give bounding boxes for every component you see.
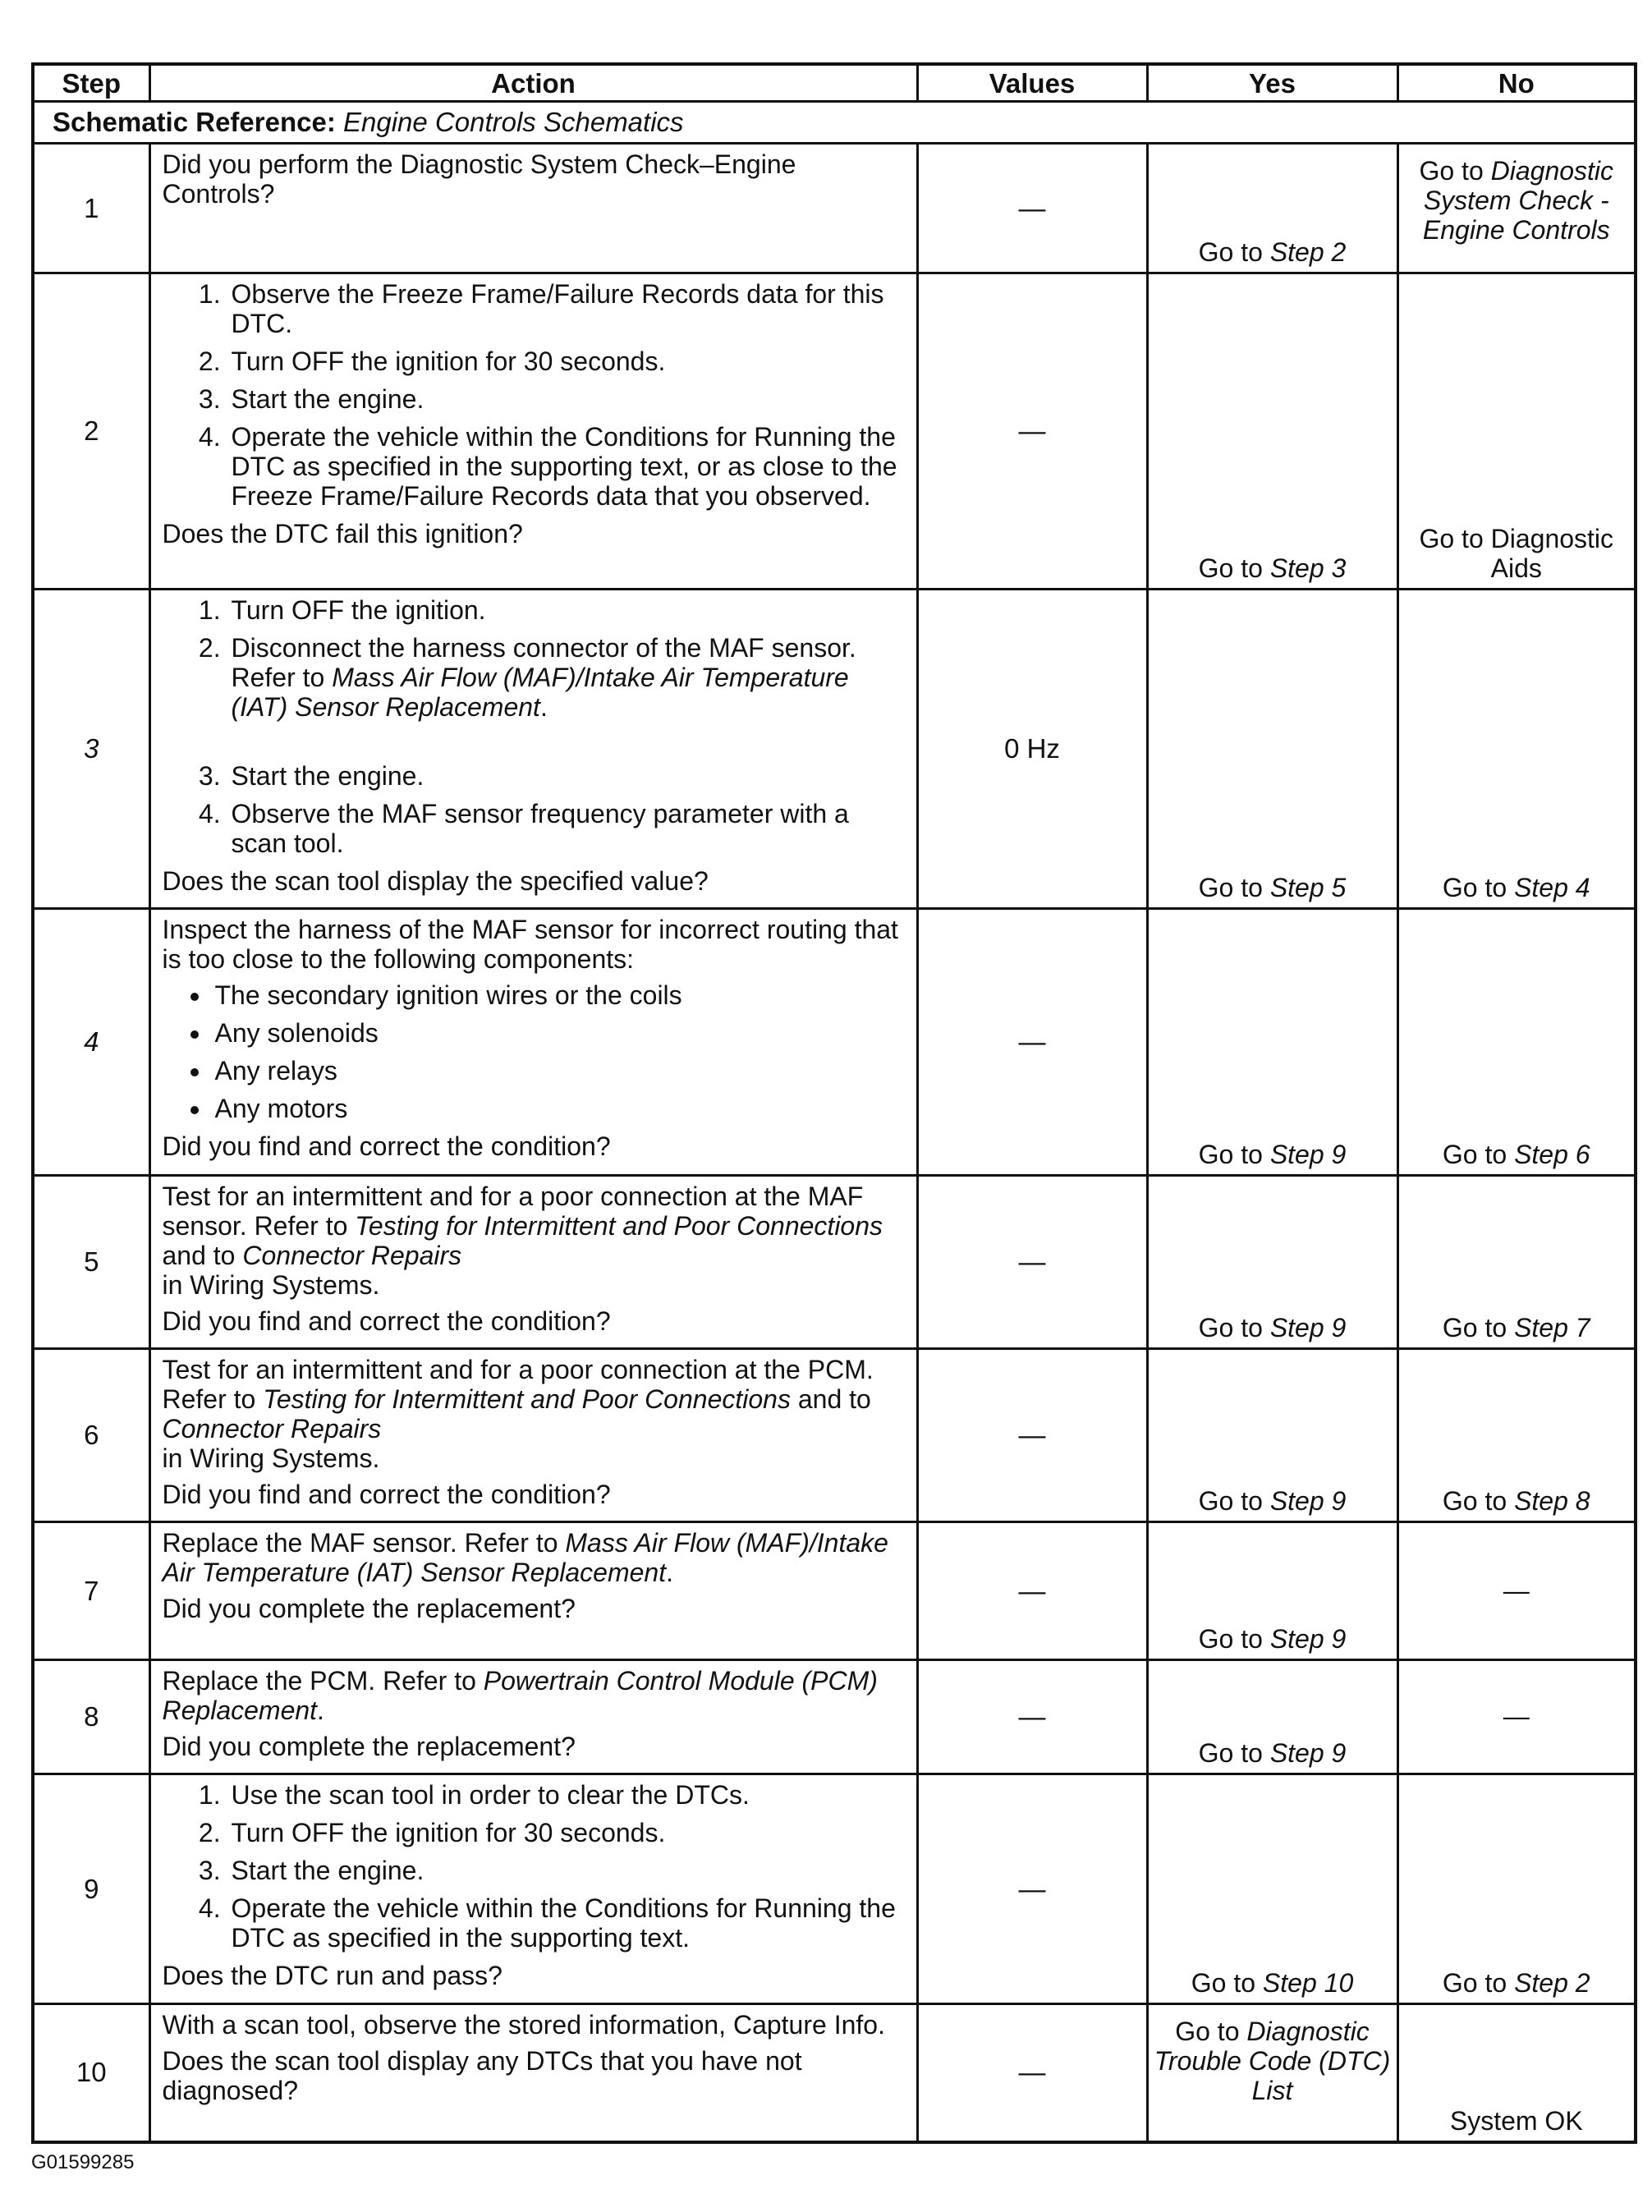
header-yes: Yes	[1147, 64, 1397, 102]
list-item: • Any solenoids	[212, 1018, 906, 1048]
no-cell	[1397, 1774, 1636, 2004]
no-cell: —	[1397, 1522, 1636, 1660]
instruction-text: in Wiring Systems.	[162, 1443, 380, 1473]
list-item: • Any relays	[212, 1056, 906, 1085]
table-row	[33, 909, 1636, 1176]
no-target: Diagnostic System Check - Engine Controls	[1422, 156, 1614, 245]
list-item: 3. Start the engine.	[228, 761, 906, 791]
action-question: Did you complete the replacement?	[162, 1594, 576, 1623]
no-target: Step 2	[1514, 1968, 1590, 1998]
header-step: Step	[33, 64, 149, 102]
instruction-reference: Testing for Intermittent and Poor Connections	[355, 1211, 883, 1241]
no-target: Step 8	[1514, 1486, 1590, 1516]
action-cell	[149, 1349, 917, 1522]
yes-prefix: Go to	[1191, 1968, 1263, 1998]
list-item-text: .	[539, 692, 548, 722]
yes-target: Step 9	[1269, 1140, 1347, 1169]
yes-prefix: Go to	[1198, 553, 1270, 583]
instruction-reference: Mass Air Flow (MAF)/Intake Air Temperature (IAT) Sensor Replacement	[162, 1528, 888, 1587]
table-row	[33, 1349, 1636, 1522]
yes-prefix: Go to	[1198, 1624, 1270, 1654]
instruction-reference: Connector Repairs	[242, 1241, 462, 1270]
list-item: 4. Observe the MAF sensor frequency parameter with a scan tool.	[228, 799, 906, 858]
header-no: No	[1397, 64, 1636, 102]
action-steps-list	[163, 279, 906, 511]
step-number: 10	[33, 2004, 149, 2142]
list-item: • Any motors	[212, 1094, 906, 1123]
step-number: 4	[33, 909, 149, 1176]
value-cell: —	[917, 1176, 1147, 1349]
yes-target: Step 9	[1269, 1313, 1347, 1342]
action-cell	[149, 1522, 917, 1660]
action-instruction	[163, 1528, 906, 1587]
instruction-text: Replace the PCM. Refer to	[162, 1666, 484, 1696]
yes-prefix: Go to	[1198, 1140, 1270, 1169]
step-number: 9	[33, 1774, 149, 2004]
yes-cell	[1147, 273, 1397, 590]
table-row	[33, 590, 1636, 909]
step-number: 7	[33, 1522, 149, 1660]
yes-target: Step 9	[1269, 1486, 1347, 1516]
figure-id: G01599285	[31, 2151, 135, 2173]
action-question: Does the scan tool display the specified value?	[162, 866, 709, 896]
no-prefix: Go to	[1442, 873, 1515, 902]
no-cell	[1397, 1349, 1636, 1522]
schematic-reference-label: Schematic Reference:	[53, 107, 336, 137]
list-item-reference: Mass Air Flow (MAF)/Intake Air Temperature (IAT) Sensor Replacement	[231, 663, 849, 722]
action-cell	[149, 273, 917, 590]
action-question: Did you find and correct the condition?	[162, 1306, 611, 1336]
step-number: 5	[33, 1176, 149, 1349]
header-values: Values	[917, 64, 1147, 102]
no-cell: —	[1397, 1660, 1636, 1774]
action-cell	[149, 2004, 917, 2142]
yes-target: Step 5	[1269, 873, 1347, 902]
no-prefix: Go to	[1442, 1313, 1515, 1342]
yes-cell	[1147, 590, 1397, 909]
action-question: Does the scan tool display any DTCs that you have not diagnosed?	[162, 2046, 802, 2105]
table-row	[33, 1774, 1636, 2004]
no-target: Step 4	[1514, 873, 1590, 902]
spacer	[232, 722, 906, 753]
instruction-text: and to	[790, 1384, 871, 1414]
schematic-reference	[33, 102, 1636, 144]
value-cell: 0 Hz	[917, 590, 1147, 909]
yes-prefix: Go to	[1198, 1313, 1270, 1342]
yes-target: Step 9	[1269, 1738, 1347, 1768]
table-row	[33, 1522, 1636, 1660]
action-instruction	[163, 1182, 906, 1300]
action-steps-list	[163, 595, 906, 858]
no-target: Step 6	[1514, 1140, 1590, 1169]
yes-cell	[1147, 1774, 1397, 2004]
yes-cell	[1147, 2004, 1397, 2142]
instruction-text: Test for an intermittent and for a poor connection at the PCM. Refer to	[162, 1355, 874, 1414]
list-item: 3. Start the engine.	[228, 1856, 906, 1885]
instruction-reference: Connector Repairs	[162, 1414, 382, 1443]
table-row	[33, 2004, 1636, 2142]
action-cell	[149, 590, 917, 909]
yes-cell	[1147, 1660, 1397, 1774]
yes-cell	[1147, 1176, 1397, 1349]
value-cell: —	[917, 1349, 1147, 1522]
yes-cell	[1147, 144, 1397, 273]
yes-target: Step 2	[1269, 237, 1347, 267]
step-number: 3	[33, 590, 149, 909]
value-cell: —	[917, 273, 1147, 590]
no-cell	[1397, 909, 1636, 1176]
list-item: 1. Use the scan tool in order to clear the DTCs.	[228, 1780, 906, 1810]
header-row	[33, 64, 1636, 102]
yes-target: Step 10	[1262, 1968, 1354, 1998]
list-item: 3. Start the engine.	[228, 384, 906, 414]
action-instruction	[163, 1355, 906, 1473]
action-instruction: With a scan tool, observe the stored information, Capture Info.	[162, 2010, 885, 2040]
instruction-text: in Wiring Systems.	[162, 1270, 380, 1300]
yes-target: Diagnostic Trouble Code (DTC) List	[1154, 2017, 1391, 2105]
value-cell: —	[917, 1522, 1147, 1660]
yes-prefix: Go to	[1198, 1486, 1270, 1516]
list-item: 1. Turn OFF the ignition.	[228, 595, 906, 625]
step-number: 1	[33, 144, 149, 273]
action-question: Did you complete the replacement?	[162, 1732, 576, 1761]
instruction-text: Replace the MAF sensor. Refer to	[162, 1528, 566, 1558]
action-cell	[149, 1774, 917, 2004]
action-intro: Inspect the harness of the MAF sensor for incorrect routing that is too close to the following components:	[162, 915, 898, 974]
table-row	[33, 1660, 1636, 1774]
diagnostic-table	[31, 62, 1637, 2144]
no-cell: Go to Diagnostic Aids	[1397, 273, 1636, 590]
schematic-reference-link: Engine Controls Schematics	[343, 107, 684, 137]
instruction-reference: Powertrain Control Module (PCM) Replacement	[162, 1666, 878, 1725]
action-steps-list	[163, 1780, 906, 1953]
table-row	[33, 273, 1636, 590]
list-item: 4. Operate the vehicle within the Conditions for Running the DTC as specified in the supporting text.	[228, 1893, 906, 1953]
no-cell	[1397, 590, 1636, 909]
action-question: Does the DTC fail this ignition?	[162, 519, 523, 548]
list-item: 2. Turn OFF the ignition for 30 seconds.	[228, 1818, 906, 1847]
header-action: Action	[149, 64, 917, 102]
action-question: Did you find and correct the condition?	[162, 1480, 611, 1509]
list-item: 4. Operate the vehicle within the Conditions for Running the DTC as specified in the supporting text, or as close to the Freeze Frame/Failure Records data that you observed.	[228, 422, 906, 511]
list-item	[228, 633, 906, 753]
instruction-reference: Testing for Intermittent and Poor Connections	[263, 1384, 791, 1414]
yes-cell	[1147, 909, 1397, 1176]
table-row	[33, 1176, 1636, 1349]
action-cell	[149, 909, 917, 1176]
no-cell	[1397, 1176, 1636, 1349]
step-number: 6	[33, 1349, 149, 1522]
list-item-text: Disconnect the harness connector of the MAF sensor. Refer to	[231, 633, 856, 692]
yes-prefix: Go to	[1175, 2017, 1247, 2046]
action-cell	[149, 144, 917, 273]
action-cell	[149, 1176, 917, 1349]
table-row	[33, 144, 1636, 273]
step-number: 8	[33, 1660, 149, 1774]
list-item: 1. Observe the Freeze Frame/Failure Records data for this DTC.	[228, 279, 906, 338]
value-cell: —	[917, 1774, 1147, 2004]
component-list	[163, 980, 906, 1123]
schematic-reference-row	[33, 102, 1636, 144]
no-prefix: Go to	[1442, 1968, 1515, 1998]
instruction-text: Test for an intermittent and for a poor connection at the MAF sensor. Refer to	[162, 1182, 864, 1241]
no-prefix: Go to	[1442, 1486, 1515, 1516]
no-cell: System OK	[1397, 2004, 1636, 2142]
instruction-text: .	[317, 1696, 324, 1725]
value-cell: —	[917, 1660, 1147, 1774]
yes-cell	[1147, 1349, 1397, 1522]
no-cell	[1397, 144, 1636, 273]
list-item: • The secondary ignition wires or the coils	[212, 980, 906, 1010]
instruction-text: and to	[162, 1241, 243, 1270]
yes-target: Step 9	[1269, 1624, 1347, 1654]
yes-target: Step 3	[1269, 553, 1347, 583]
no-prefix: Go to	[1419, 156, 1491, 186]
action-question: Did you find and correct the condition?	[162, 1131, 611, 1161]
no-target: Step 7	[1514, 1313, 1590, 1342]
no-prefix: Go to	[1442, 1140, 1515, 1169]
yes-cell	[1147, 1522, 1397, 1660]
value-cell: —	[917, 909, 1147, 1176]
yes-prefix: Go to	[1198, 873, 1270, 902]
step-number: 2	[33, 273, 149, 590]
action-question: Did you perform the Diagnostic System Check–Engine Controls?	[162, 149, 796, 209]
instruction-text: .	[666, 1558, 673, 1587]
action-instruction	[163, 1666, 906, 1725]
action-cell	[149, 1660, 917, 1774]
action-question: Does the DTC run and pass?	[162, 1961, 502, 1990]
yes-prefix: Go to	[1198, 237, 1270, 267]
yes-prefix: Go to	[1198, 1738, 1270, 1768]
value-cell: —	[917, 2004, 1147, 2142]
list-item: 2. Turn OFF the ignition for 30 seconds.	[228, 346, 906, 376]
value-cell: —	[917, 144, 1147, 273]
